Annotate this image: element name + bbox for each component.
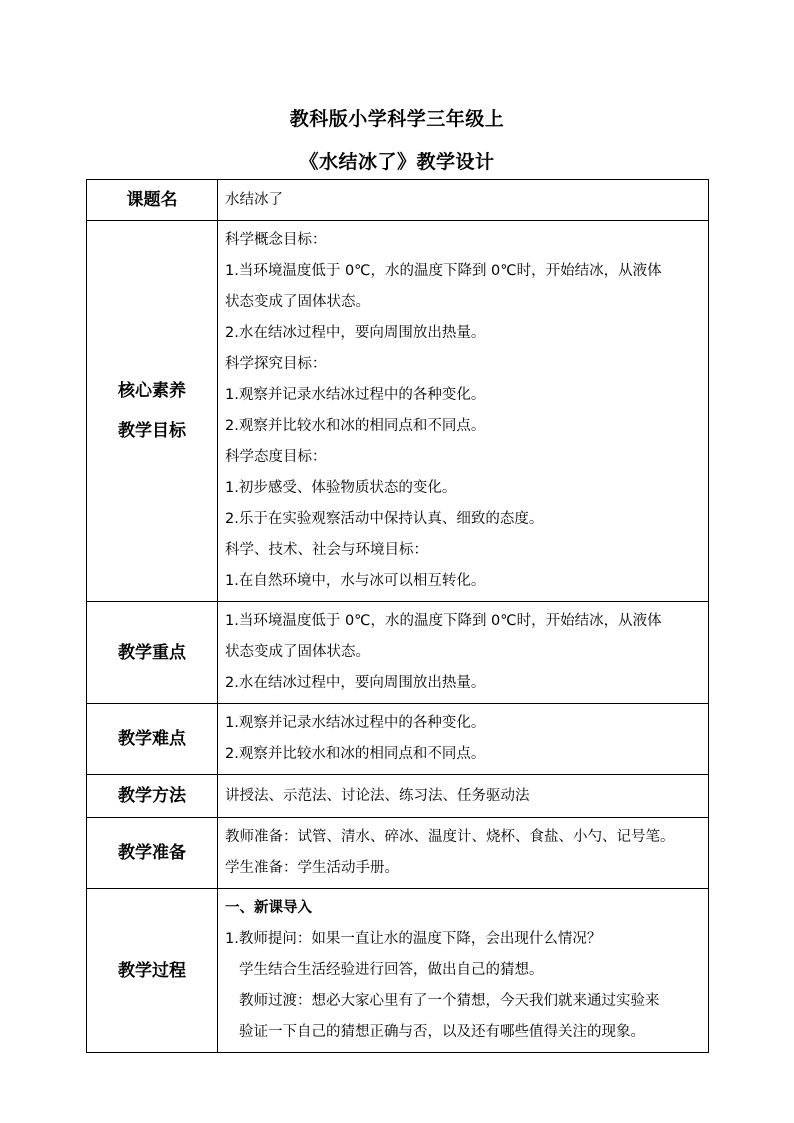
table-row-process <box>87 889 709 1053</box>
goals-line: 2.观察并比较水和冰的相同点和不同点。 <box>225 418 486 434</box>
goals-line: 科学、技术、社会与环境目标： <box>225 542 428 558</box>
goals-line: 1.当环境温度低于 0℃，水的温度下降到 0℃时，开始结冰，从液体 <box>225 263 662 279</box>
goals-line: 1.观察并记录水结冰过程中的各种变化。 <box>225 387 486 403</box>
table-row-difficulties <box>87 704 709 775</box>
difficulties-label: 教学难点 <box>87 704 218 775</box>
topic-text: 水结冰了 <box>225 191 283 208</box>
difficulties-line: 2.观察并比较水和冰的相同点和不同点。 <box>225 746 486 762</box>
goals-label-line1: 核心素养 <box>118 381 186 401</box>
goals-line: 科学探究目标： <box>225 356 327 372</box>
topic-value <box>218 180 709 221</box>
methods-label: 教学方法 <box>87 775 218 818</box>
preparation-content <box>218 818 709 889</box>
key-points-line: 2.水在结冰过程中，要向周围放出热量。 <box>225 675 486 691</box>
preparation-label: 教学准备 <box>87 818 218 889</box>
topic-label: 课题名 <box>87 180 218 221</box>
key-points-line: 1.当环境温度低于 0℃，水的温度下降到 0℃时，开始结冰，从液体 <box>225 613 662 629</box>
goals-line: 2.乐于在实验观察活动中保持认真、细致的态度。 <box>225 511 544 527</box>
process-content <box>218 889 709 1053</box>
table-row-goals <box>87 221 709 602</box>
process-label: 教学过程 <box>87 889 218 1053</box>
goals-line: 科学概念目标： <box>225 232 327 248</box>
goals-line: 状态变成了固体状态。 <box>225 294 370 310</box>
methods-content <box>218 775 709 818</box>
document-subtitle: 《水结冰了》教学设计 <box>299 151 495 173</box>
process-line: 验证一下自己的猜想正确与否，以及还有哪些值得关注的现象。 <box>239 1024 645 1040</box>
goals-line: 1.初步感受、体验物质状态的变化。 <box>225 480 457 496</box>
goals-label-line2: 教学目标 <box>118 421 186 441</box>
difficulties-content <box>218 704 709 775</box>
process-section-title: 一、新课导入 <box>225 900 312 916</box>
table-row-preparation <box>87 818 709 889</box>
goals-content <box>218 221 709 602</box>
process-line: 1.教师提问：如果一直让水的温度下降，会出现什么情况？ <box>225 931 602 947</box>
preparation-line: 教师准备：试管、清水、碎冰、温度计、烧杯、食盐、小勺、记号笔。 <box>225 829 675 845</box>
goals-line: 2.水在结冰过程中，要向周围放出热量。 <box>225 325 486 341</box>
key-points-content <box>218 602 709 704</box>
lesson-plan-table <box>86 179 709 1053</box>
table-row-key-points <box>87 602 709 704</box>
goals-line: 1.在自然环境中，水与冰可以相互转化。 <box>225 573 486 589</box>
process-line: 教师过渡：想必大家心里有了一个猜想，今天我们就来通过实验来 <box>239 993 660 1009</box>
difficulties-line: 1.观察并记录水结冰过程中的各种变化。 <box>225 715 486 731</box>
table-row-methods <box>87 775 709 818</box>
key-points-label: 教学重点 <box>87 602 218 704</box>
document-title: 教科版小学科学三年级上 <box>289 108 505 130</box>
preparation-line: 学生准备：学生活动手册。 <box>225 860 399 876</box>
table-row-topic <box>87 180 709 221</box>
goals-label <box>87 221 218 602</box>
process-line: 学生结合生活经验进行回答，做出自己的猜想。 <box>239 962 544 978</box>
goals-line: 科学态度目标： <box>225 449 327 465</box>
key-points-line: 状态变成了固体状态。 <box>225 644 370 660</box>
methods-text: 讲授法、示范法、讨论法、练习法、任务驱动法 <box>225 787 530 804</box>
